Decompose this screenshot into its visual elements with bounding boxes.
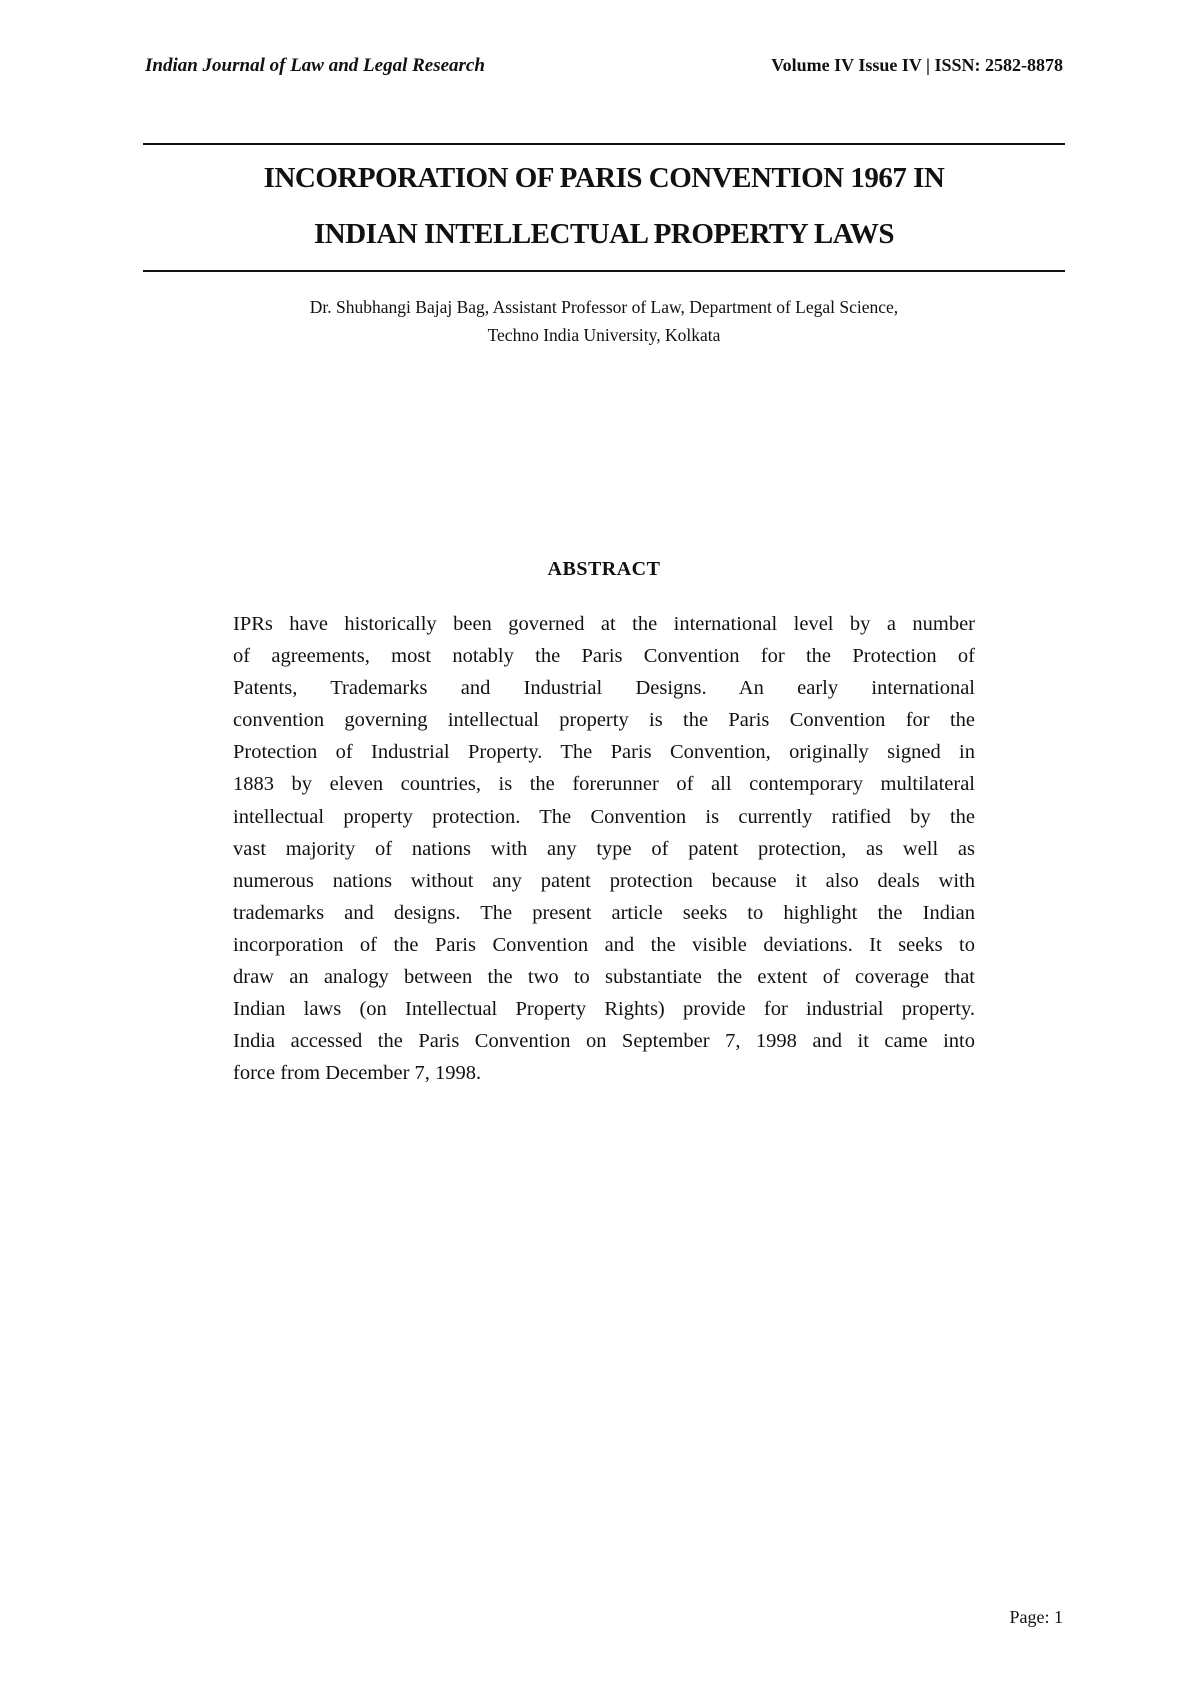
volume-issn: Volume IV Issue IV | ISSN: 2582-8878 <box>771 55 1063 75</box>
abstract-line: 1883 by eleven countries, is the forerunner of all contemporary multilateral <box>233 773 975 796</box>
author-line-2: Techno India University, Kolkata <box>487 325 721 345</box>
abstract-heading: ABSTRACT <box>547 558 661 580</box>
abstract-line: trademarks and designs. The present article seeks to highlight the Indian <box>233 901 975 924</box>
running-header <box>145 55 1063 85</box>
journal-name: Indian Journal of Law and Legal Research <box>145 55 485 76</box>
abstract-line: force from December 7, 1998. <box>233 1062 482 1085</box>
abstract-line: draw an analogy between the two to substantiate the extent of coverage that <box>233 966 975 989</box>
paper-title <box>143 150 1065 262</box>
abstract-line: convention governing intellectual property is the Paris Convention for the <box>233 709 975 732</box>
abstract-line: intellectual property protection. The Convention is currently ratified by the <box>233 805 975 828</box>
paper-title-line-1: INCORPORATION OF PARIS CONVENTION 1967 IN <box>263 162 945 194</box>
abstract-line: Protection of Industrial Property. The Paris Convention, originally signed in <box>233 741 975 764</box>
title-rule-top <box>143 143 1065 145</box>
page-number: Page: 1 <box>1009 1607 1063 1627</box>
abstract-line: India accessed the Paris Convention on September 7, 1998 and it came into <box>233 1030 975 1053</box>
title-rule-bottom <box>143 270 1065 272</box>
abstract-body <box>233 608 975 1089</box>
abstract-line: Patents, Trademarks and Industrial Designs. An early international <box>233 677 975 700</box>
paper-title-line-2: INDIAN INTELLECTUAL PROPERTY LAWS <box>313 218 895 250</box>
abstract-line: numerous nations without any patent protection because it also deals with <box>233 869 975 892</box>
author-line-1: Dr. Shubhangi Bajaj Bag, Assistant Professor of Law, Department of Legal Science, <box>309 297 899 317</box>
abstract-line: of agreements, most notably the Paris Convention for the Protection of <box>233 645 975 668</box>
abstract-line: IPRs have historically been governed at the international level by a number <box>233 613 975 635</box>
abstract-line: incorporation of the Paris Convention and the visible deviations. It seeks to <box>233 933 975 956</box>
abstract-line: Indian laws (on Intellectual Property Rights) provide for industrial property. <box>233 998 975 1021</box>
abstract-line: vast majority of nations with any type of patent protection, as well as <box>233 837 975 860</box>
author-affiliation <box>143 293 1065 349</box>
